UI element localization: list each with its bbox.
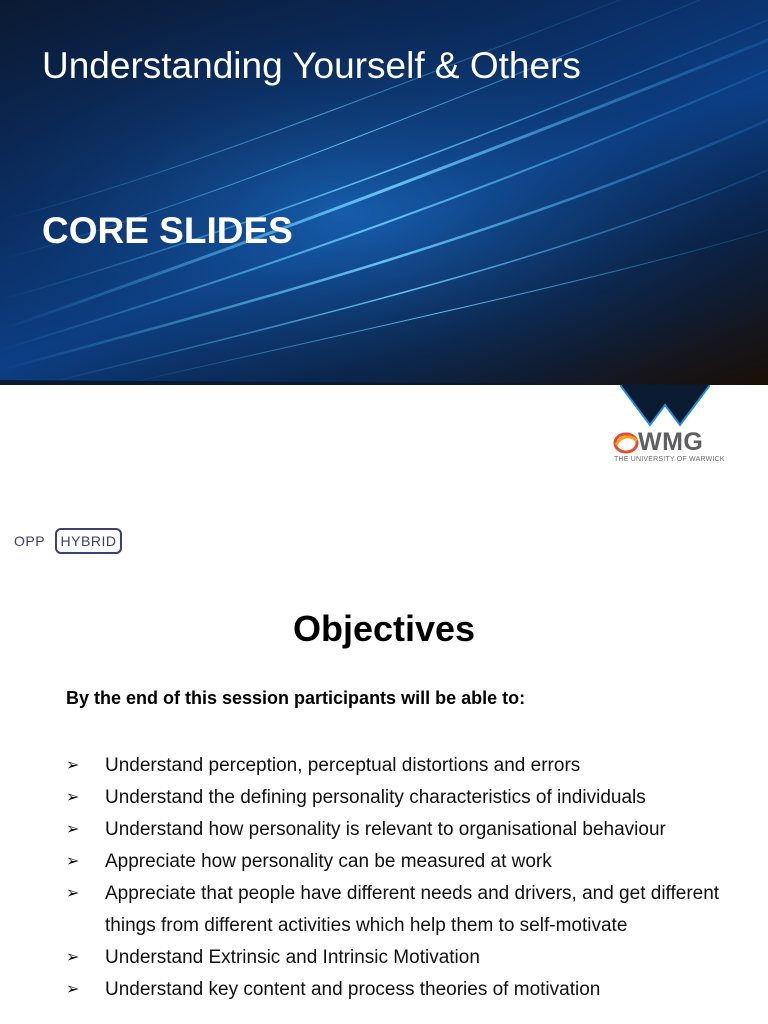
slide-subtitle: CORE SLIDES <box>42 210 293 251</box>
list-item <box>66 942 726 974</box>
list-item-text: Understand how personality is relevant to organisational behaviour <box>105 819 666 840</box>
hybrid-label: HYBRID <box>55 528 122 554</box>
list-item <box>66 750 726 782</box>
objectives-list <box>66 750 726 1006</box>
list-item <box>66 974 726 1006</box>
list-item-text: Understand perception, perceptual distortions and errors <box>105 755 581 776</box>
list-item <box>66 878 726 942</box>
slide-title: Understanding Yourself & Others <box>42 45 581 86</box>
arrow-bullet-icon: ➢ <box>66 981 80 998</box>
opp-hybrid-badge <box>14 528 126 560</box>
banner-notch-graphic <box>620 385 710 431</box>
list-item-text: Understand the defining personality characteristics of individuals <box>105 787 646 808</box>
list-item-text: Understand Extrinsic and Intrinsic Motivation <box>105 947 480 968</box>
arrow-bullet-icon: ➢ <box>66 821 80 838</box>
wmg-wordmark: WMG <box>638 428 704 456</box>
list-item <box>66 782 726 814</box>
arrow-bullet-icon: ➢ <box>66 789 80 806</box>
title-banner <box>0 0 768 385</box>
arrow-bullet-icon: ➢ <box>66 949 80 966</box>
arrow-bullet-icon: ➢ <box>66 885 80 902</box>
wmg-tagline: THE UNIVERSITY OF WARWICK <box>614 456 725 463</box>
wmg-swoosh-icon <box>613 431 639 455</box>
opp-label: OPP <box>14 533 46 549</box>
arrow-bullet-icon: ➢ <box>66 853 80 870</box>
objectives-heading: Objectives <box>292 608 476 649</box>
list-item-text: Appreciate how personality can be measured at work <box>105 851 552 872</box>
list-item-text: Appreciate that people have different needs and drivers, and get different things from different activities which help them to self-motivate <box>105 883 720 936</box>
objectives-intro: By the end of this session participants will be able to: <box>66 688 526 708</box>
list-item <box>66 846 726 878</box>
arrow-bullet-icon: ➢ <box>66 757 80 774</box>
list-item-text: Understand key content and process theories of motivation <box>105 979 601 1000</box>
list-item <box>66 814 726 846</box>
